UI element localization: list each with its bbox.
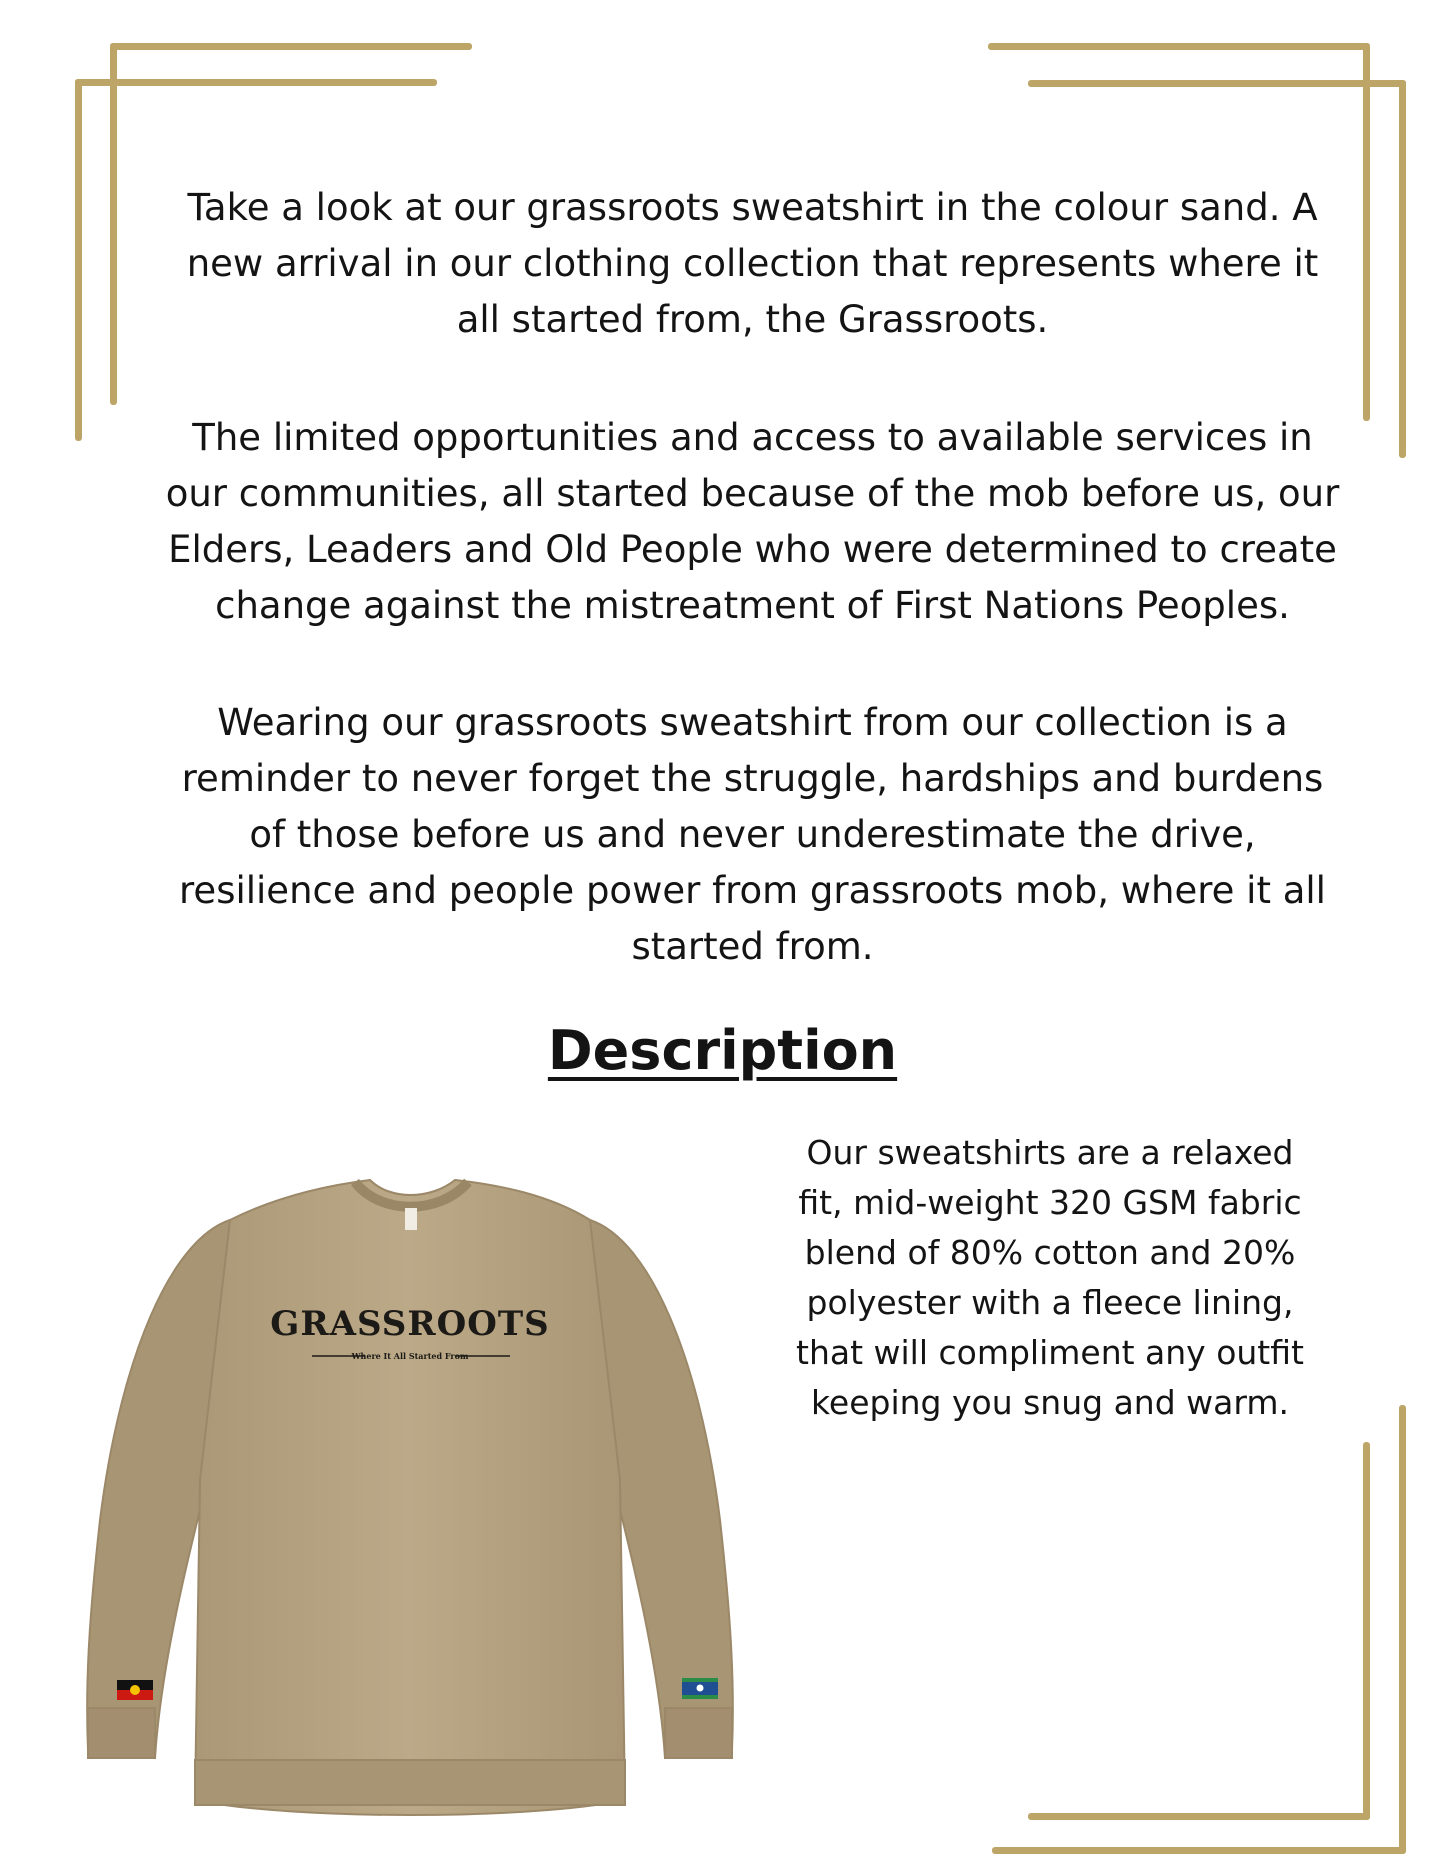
torres-strait-islander-flag-icon [682, 1678, 718, 1699]
sweatshirt-product-image [80, 1160, 740, 1830]
sweatshirt-waistband [195, 1760, 625, 1805]
frame-top-right-inner-horizontal [1028, 80, 1406, 87]
left-cuff [88, 1708, 155, 1758]
intro-paragraph-1: Take a look at our grassroots sweatshirt in the colour sand. A new arrival in our clothing collection that represents where it all started from, the Grassroots. [186, 186, 1319, 341]
frame-top-right-inner-vertical [1399, 80, 1406, 458]
sweatshirt-body [195, 1180, 625, 1815]
brand-tagline-text: Where It All Started From [351, 1351, 469, 1361]
neck-label [405, 1208, 417, 1230]
brand-print-text: GRASSROOTS [270, 1304, 550, 1344]
intro-paragraph-2: The limited opportunities and access to available services in our communities, all started because of the mob before us, our Elders, Leaders and Old People who were determined to create change against the mistreatment of First Nations Peoples. [165, 416, 1340, 627]
frame-top-left-outer-horizontal [110, 43, 472, 50]
frame-top-left-outer-vertical [110, 43, 117, 405]
intro-paragraph-3: Wearing our grassroots sweatshirt from our collection is a reminder to never forget the struggle, hardships and burdens of those before us and never underestimate the drive, resilience and people power from grassroots mob, where it all started from. [179, 701, 1326, 968]
aboriginal-flag-icon [117, 1680, 153, 1700]
frame-bottom-right-outer-horizontal [992, 1847, 1406, 1854]
frame-bottom-right-outer-vertical [1399, 1405, 1406, 1854]
frame-top-left-inner-horizontal [75, 79, 437, 86]
description-heading: Description [547, 1019, 898, 1082]
frame-top-right-outer-horizontal [988, 43, 1370, 50]
frame-bottom-right-inner-horizontal [1028, 1813, 1370, 1820]
right-cuff [665, 1708, 732, 1758]
frame-top-left-inner-vertical [75, 79, 82, 441]
frame-bottom-right-inner-vertical [1363, 1442, 1370, 1820]
description-text: Our sweatshirts are a relaxed fit, mid-weight 320 GSM fabric blend of 80% cotton and 20% polyester with a fleece lining, that will compliment any outfit keeping you snug and warm. [796, 1133, 1304, 1422]
